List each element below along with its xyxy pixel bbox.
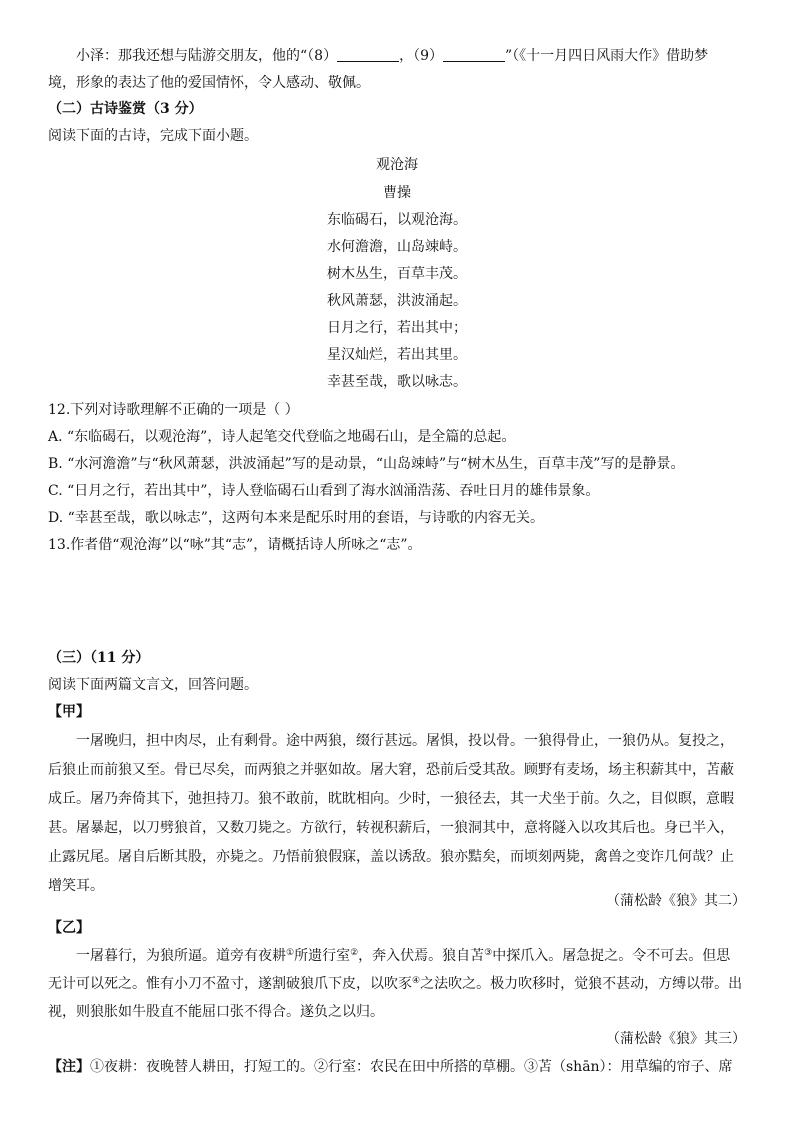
poem-line: 秋风萧瑟，洪波涌起。 [327, 293, 467, 309]
question-13: 13.作者借“观沧海”以“咏”其“志”，请概括诗人所咏之“志”。 [48, 537, 422, 553]
passage-jia-label: 【甲】 [48, 704, 90, 720]
poem-line: 星汉灿烂，若出其里。 [327, 347, 467, 363]
passage-jia-line: 一屠晚归，担中肉尽，止有剩骨。途中两狼，缀行甚远。屠惧，投以骨。一狼得骨止，一狼仍从。复投之， [76, 733, 734, 749]
footnote-mark-1: ① [286, 948, 295, 958]
poem-line: 幸甚至哉，歌以咏志。 [327, 374, 467, 390]
footnote-mark-2: ② [350, 948, 359, 958]
poem-line: 东临碣石，以观沧海。 [327, 212, 467, 228]
poem-line: 水何澹澹，山岛竦峙。 [327, 239, 467, 255]
footnote-line: 【注】①夜耕：夜晚替人耕田，打短工的。②行室：农民在田中所搭的草棚。③苫（shān）：用草编的帘子、席 [48, 1059, 733, 1075]
intro-line-1: 小泽：那我还想与陆游交朋友，他的“（8） ，（9） ”（《十一月四日风雨大作》借助梦 [76, 48, 709, 64]
option-c[interactable]: C. “日月之行，若出其中”，诗人登临碣石山看到了海水汹涌浩荡、吞吐日月的雄伟景象。 [48, 483, 600, 499]
passage-yi-line-2: 无计可以死之。惟有小刀不盈寸，遂割破狼爪下皮，以吹豕④之法吹之。极力吹移时，觉狼不甚动，方缚以带。出 [48, 976, 743, 992]
passage-jia-line: 甚。屠暴起，以刀劈狼首，又数刀毙之。方欲行，转视积薪后，一狼洞其中，意将隧入以攻其后也。身已半入， [48, 820, 734, 836]
section3-instruction: 阅读下面两篇文言文，回答问题。 [48, 677, 258, 693]
note-label: 【注】 [48, 1059, 90, 1075]
passage-yi-line-3: 视，则狼胀如牛股直不能屈口张不得合。遂负之以归。 [48, 1004, 384, 1020]
passage-jia-line: 增笑耳。 [48, 878, 104, 894]
intro-line-2: 境，形象的表达了他的爱国情怀，令人感动、敬佩。 [48, 75, 370, 91]
footnote-mark-3: ③ [484, 948, 493, 958]
option-a[interactable]: A. “东临碣石，以观沧海”，诗人起笔交代登临之地碣石山，是全篇的总起。 [48, 429, 516, 445]
poem-title: 观沧海 [376, 157, 418, 173]
fill-blank-9[interactable] [443, 47, 505, 62]
poem-author: 曹操 [383, 185, 411, 201]
poem-line: 树木丛生，百草丰茂。 [327, 266, 467, 282]
passage-jia-line: 成丘。屠乃奔倚其下，弛担持刀。狼不敢前，眈眈相向。少时，一狼径去，其一犬坐于前。久之，目似瞑，意暇 [48, 791, 734, 807]
option-b[interactable]: B. “水河澹澹”与“秋风萧瑟，洪波涌起”写的是动景，“山岛竦峙”与“树木丛生，百草丰茂”写的是静景。 [48, 456, 685, 472]
passage-jia-line: 止露尻尾。屠自后断其股，亦毙之。乃悟前狼假寐，盖以诱敌。狼亦黠矣，而顷刻两毙，禽兽之变诈几何哉？止 [48, 849, 734, 865]
passage-yi-source: （蒲松龄《狼》其三） [606, 1031, 746, 1047]
option-d[interactable]: D. “幸甚至哉，歌以咏志”，这两句本来是配乐时用的套语，与诗歌的内容无关。 [48, 510, 544, 526]
footnote-mark-4: ④ [412, 976, 421, 986]
poem-line: 日月之行，若出其中； [327, 320, 467, 336]
section3-heading: （三）（11 分） [48, 650, 150, 666]
fill-blank-8[interactable] [337, 47, 399, 62]
section2-instruction: 阅读下面的古诗，完成下面小题。 [48, 128, 258, 144]
section2-heading: （二）古诗鉴赏（3 分） [48, 101, 203, 117]
passage-yi-label: 【乙】 [48, 920, 90, 936]
passage-jia-source: （蒲松龄《狼》其二） [606, 893, 746, 909]
question-12: 12.下列对诗歌理解不正确的一项是（ ） [48, 402, 299, 418]
passage-yi-line-1: 一屠暮行，为狼所逼。道旁有夜耕①所遗行室②，奔入伏焉。狼自苫③中探爪入。屠急捉之。令不可去。但思 [76, 948, 731, 964]
passage-jia-line: 后狼止而前狼又至。骨已尽矣，而两狼之并驱如故。屠大窘，恐前后受其敌。顾野有麦场，场主积薪其中，苫蔽 [48, 762, 734, 778]
